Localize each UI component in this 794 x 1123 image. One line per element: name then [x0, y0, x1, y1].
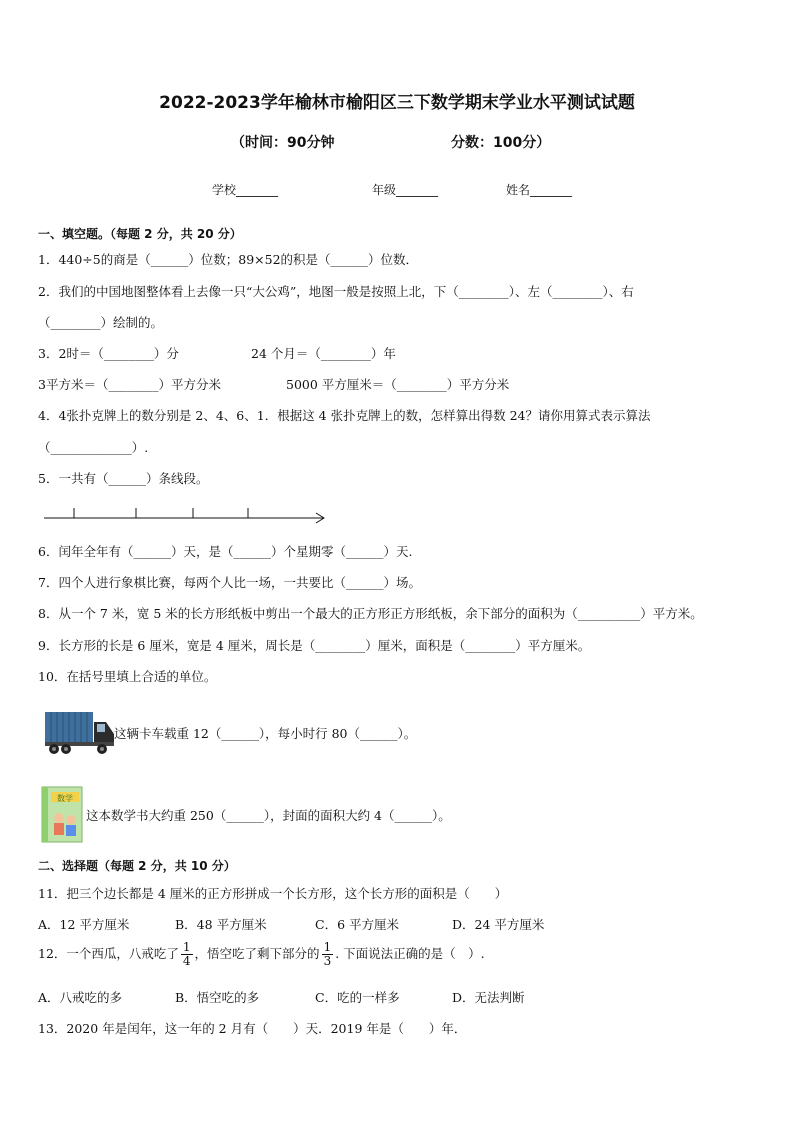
- section-2-title: 二、选择题（每题 2 分，共 10 分）: [38, 859, 236, 873]
- question-12-middle: ，悟空吃了剩下部分的: [194, 946, 320, 961]
- question-11-option-c[interactable]: C．6 平方厘米: [315, 917, 399, 932]
- question-12-suffix: . 下面说法正确的是（ ）.: [335, 946, 485, 961]
- question-2-line-2: （________）绘制的。: [38, 315, 164, 330]
- fraction-one-quarter: $\frac{1}{4}$: [182, 940, 191, 968]
- question-9: 9．长方形的长是 6 厘米，宽是 4 厘米，周长是（________）厘米，面积是（________）平方厘米。: [38, 638, 591, 653]
- question-11: 11．把三个边长都是 4 厘米的正方形拼成一个长方形，这个长方形的面积是（ ）: [38, 886, 508, 901]
- section-1-title: 一、填空题。（每题 2 分，共 20 分）: [38, 227, 242, 241]
- question-3-part-4: 5000 平方厘米＝（________）平方分米: [286, 377, 510, 392]
- question-3-part-1: 3．2时＝（________）分: [38, 346, 179, 361]
- name-field[interactable]: 姓名_______: [506, 183, 573, 197]
- fraction-one-third: $\frac{1}{3}$: [323, 940, 332, 968]
- question-7: 7．四个人进行象棋比赛，每两个人比一场，一共要比（______）场。: [38, 575, 421, 590]
- question-10-truck: 这辆卡车载重 12（______），每小时行 80（______）。: [114, 726, 417, 741]
- question-12-prefix: 12．一个西瓜，八戒吃了: [38, 946, 179, 961]
- question-3-part-3: 3平方米＝（________）平方分米: [38, 377, 221, 392]
- question-1: 1．440÷5的商是（______）位数；89×52的积是（______）位数．: [38, 252, 419, 267]
- question-8: 8．从一个 7 米，宽 5 米的长方形纸板中剪出一个最大的正方形正方形纸板，余下部分的面积为（__________）平方米。: [38, 606, 703, 621]
- question-4-line-2: （_____________）.: [38, 440, 149, 455]
- question-10-book: 这本数学书大约重 250（______），封面的面积大约 4（______）。: [86, 808, 451, 823]
- page-title: 2022-2023学年榆林市榆阳区三下数学期末学业水平测试试题: [159, 93, 635, 113]
- grade-field[interactable]: 年级_______: [372, 183, 439, 197]
- question-12-option-a[interactable]: A．八戒吃的多: [38, 990, 123, 1005]
- question-2-line-1: 2．我们的中国地图整体看上去像一只“大公鸡”，地图一般是按照上北，下（________）、左（________）、右: [38, 284, 634, 299]
- exam-score: 分数：100分）: [451, 135, 551, 151]
- math-book-image: [41, 786, 85, 844]
- question-12: [38, 941, 485, 968]
- line-segments-figure: [40, 502, 330, 526]
- question-3-part-2: 24 个月＝（________）年: [251, 346, 396, 361]
- question-12-option-c[interactable]: C．吃的一样多: [315, 990, 400, 1005]
- book-cover-title: 数学: [57, 794, 73, 803]
- question-12-option-b[interactable]: B．悟空吃的多: [175, 990, 260, 1005]
- question-13: 13．2020 年是闰年，这一年的 2 月有（ ）天．2019 年是（ ）年．: [38, 1021, 467, 1036]
- question-6: 6．闰年全年有（______）天，是（______）个星期零（______）天.: [38, 544, 413, 559]
- school-field[interactable]: 学校_______: [212, 183, 279, 197]
- truck-image: [44, 708, 116, 756]
- question-11-option-b[interactable]: B．48 平方厘米: [175, 917, 267, 932]
- question-12-option-d[interactable]: D．无法判断: [452, 990, 525, 1005]
- question-4-line-1: 4．4张扑克牌上的数分别是 2、4、6、1．根据这 4 张扑克牌上的数，怎样算出得数 24？请你用算式表示算法: [38, 408, 651, 423]
- question-5: 5．一共有（______）条线段。: [38, 471, 209, 486]
- question-10: 10．在括号里填上合适的单位。: [38, 669, 217, 684]
- question-11-option-d[interactable]: D．24 平方厘米: [452, 917, 545, 932]
- exam-time: （时间：90分钟: [231, 135, 335, 151]
- question-11-option-a[interactable]: A．12 平方厘米: [38, 917, 130, 932]
